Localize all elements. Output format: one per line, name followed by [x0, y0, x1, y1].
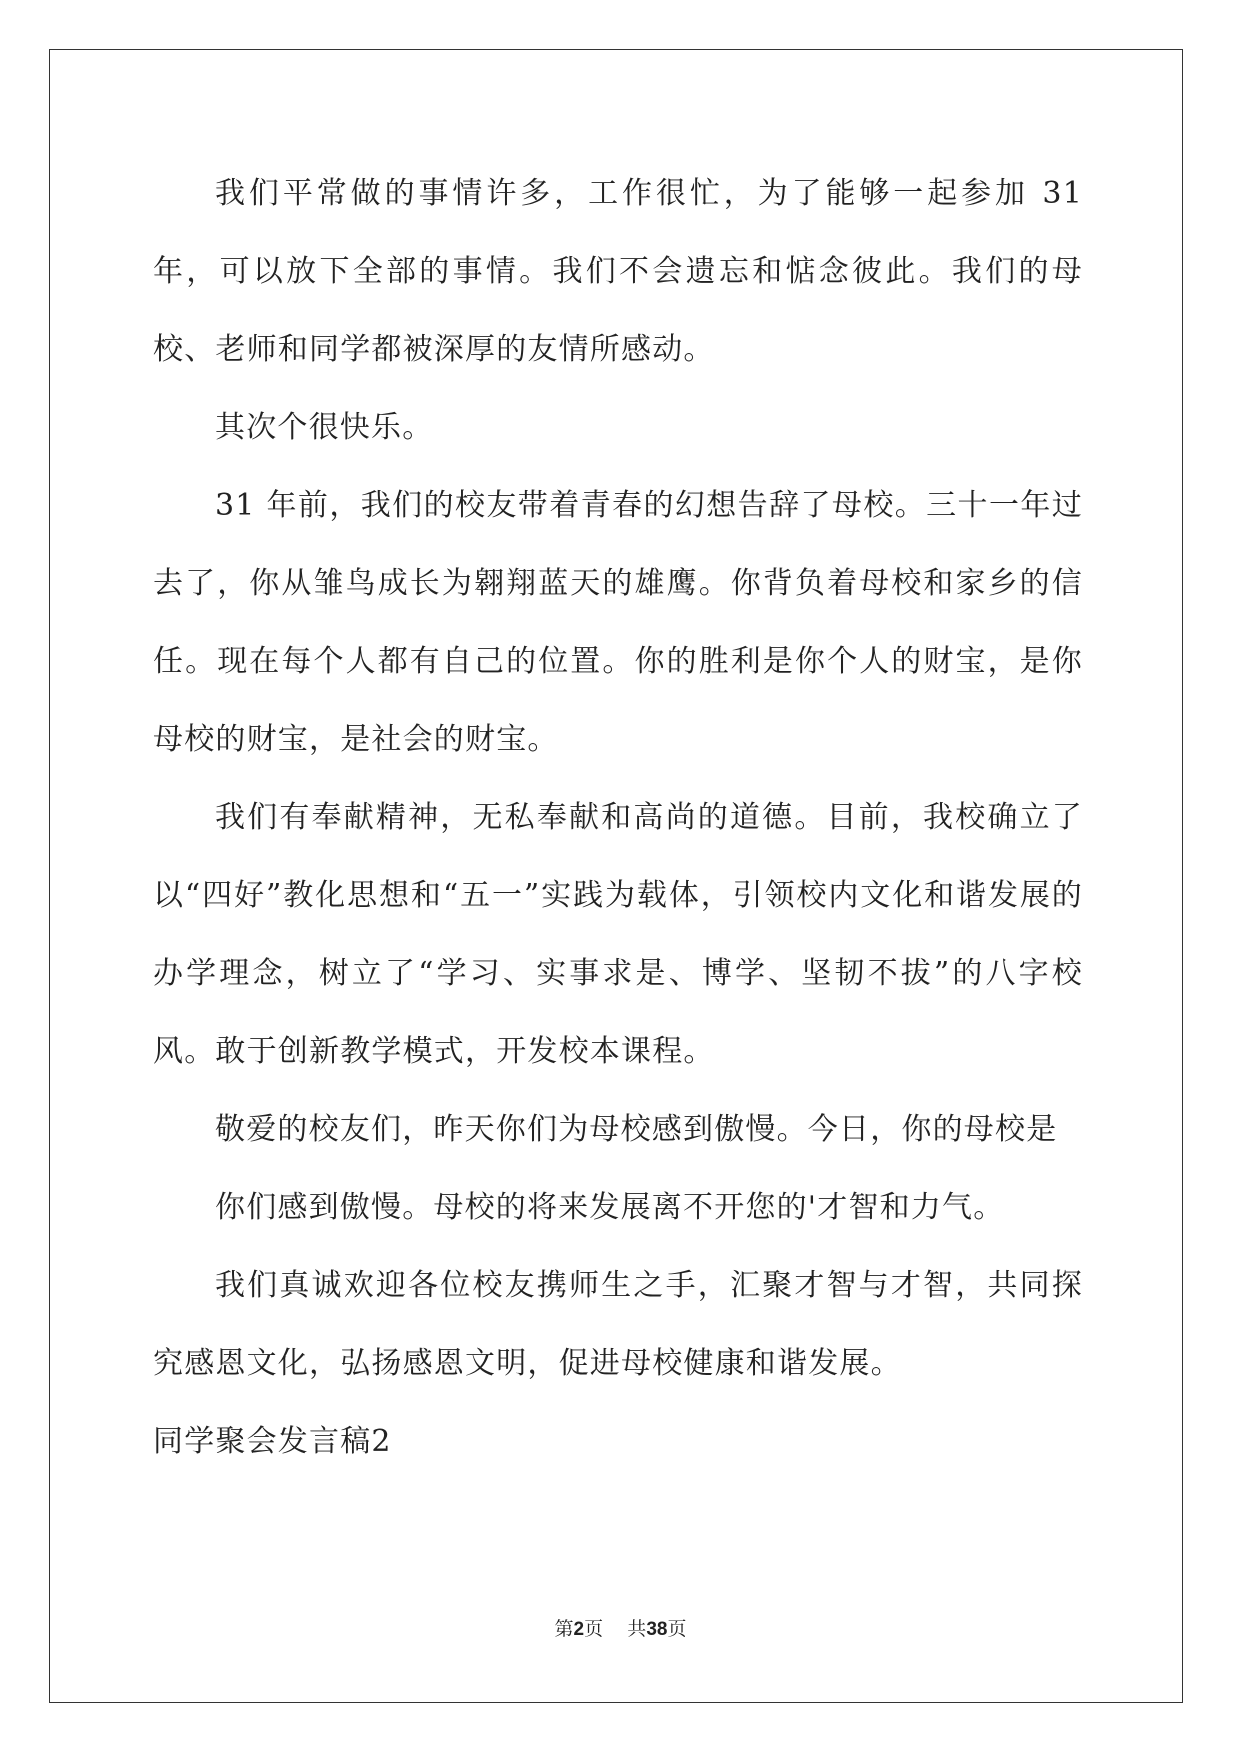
- paragraph-7: 我们真诚欢迎各位校友携师生之手，汇聚才智与才智，共同探究感恩文化，弘扬感恩文明，促进母校健康和谐发展。: [153, 1268, 1083, 1381]
- footer-total-unit: 页: [667, 1618, 687, 1640]
- document-body: [153, 155, 1083, 1481]
- paragraph-4: 我们有奉献精神，无私奉献和高尚的道德。目前，我校确立了以“四好”教化思想和“五一”实践为载体，引领校内文化和谐发展的办学理念，树立了“学习、实事求是、博学、坚韧不拔”的八字校风。敢于创新教学模式，开发校本课程。: [153, 800, 1083, 1069]
- footer-page-unit: 页: [584, 1618, 604, 1640]
- paragraph-6: 你们感到傲慢。母校的将来发展离不开您的'才智和力气。: [215, 1190, 1005, 1225]
- footer-total-pages: 38: [646, 1619, 668, 1640]
- footer-page-number: 2: [573, 1619, 585, 1640]
- footer-total-prefix: 共: [627, 1618, 647, 1640]
- section-heading: 同学聚会发言稿2: [153, 1424, 392, 1459]
- footer-prefix: 第: [554, 1618, 574, 1640]
- paragraph-5: 敬爱的校友们，昨天你们为母校感到傲慢。今日，你的母校是: [215, 1112, 1058, 1147]
- page-footer: [0, 1617, 1241, 1642]
- paragraph-3: 31 年前，我们的校友带着青春的幻想告辞了母校。三十一年过去了，你从雏鸟成长为翱翔蓝天的雄鹰。你背负着母校和家乡的信任。现在每个人都有自己的位置。你的胜利是你个人的财宝，是你母校的财宝，是社会的财宝。: [153, 488, 1083, 757]
- paragraph-1: 我们平常做的事情许多，工作很忙，为了能够一起参加 31 年，可以放下全部的事情。我们不会遗忘和惦念彼此。我们的母校、老师和同学都被深厚的友情所感动。: [153, 176, 1083, 367]
- paragraph-2: 其次个很快乐。: [215, 410, 434, 445]
